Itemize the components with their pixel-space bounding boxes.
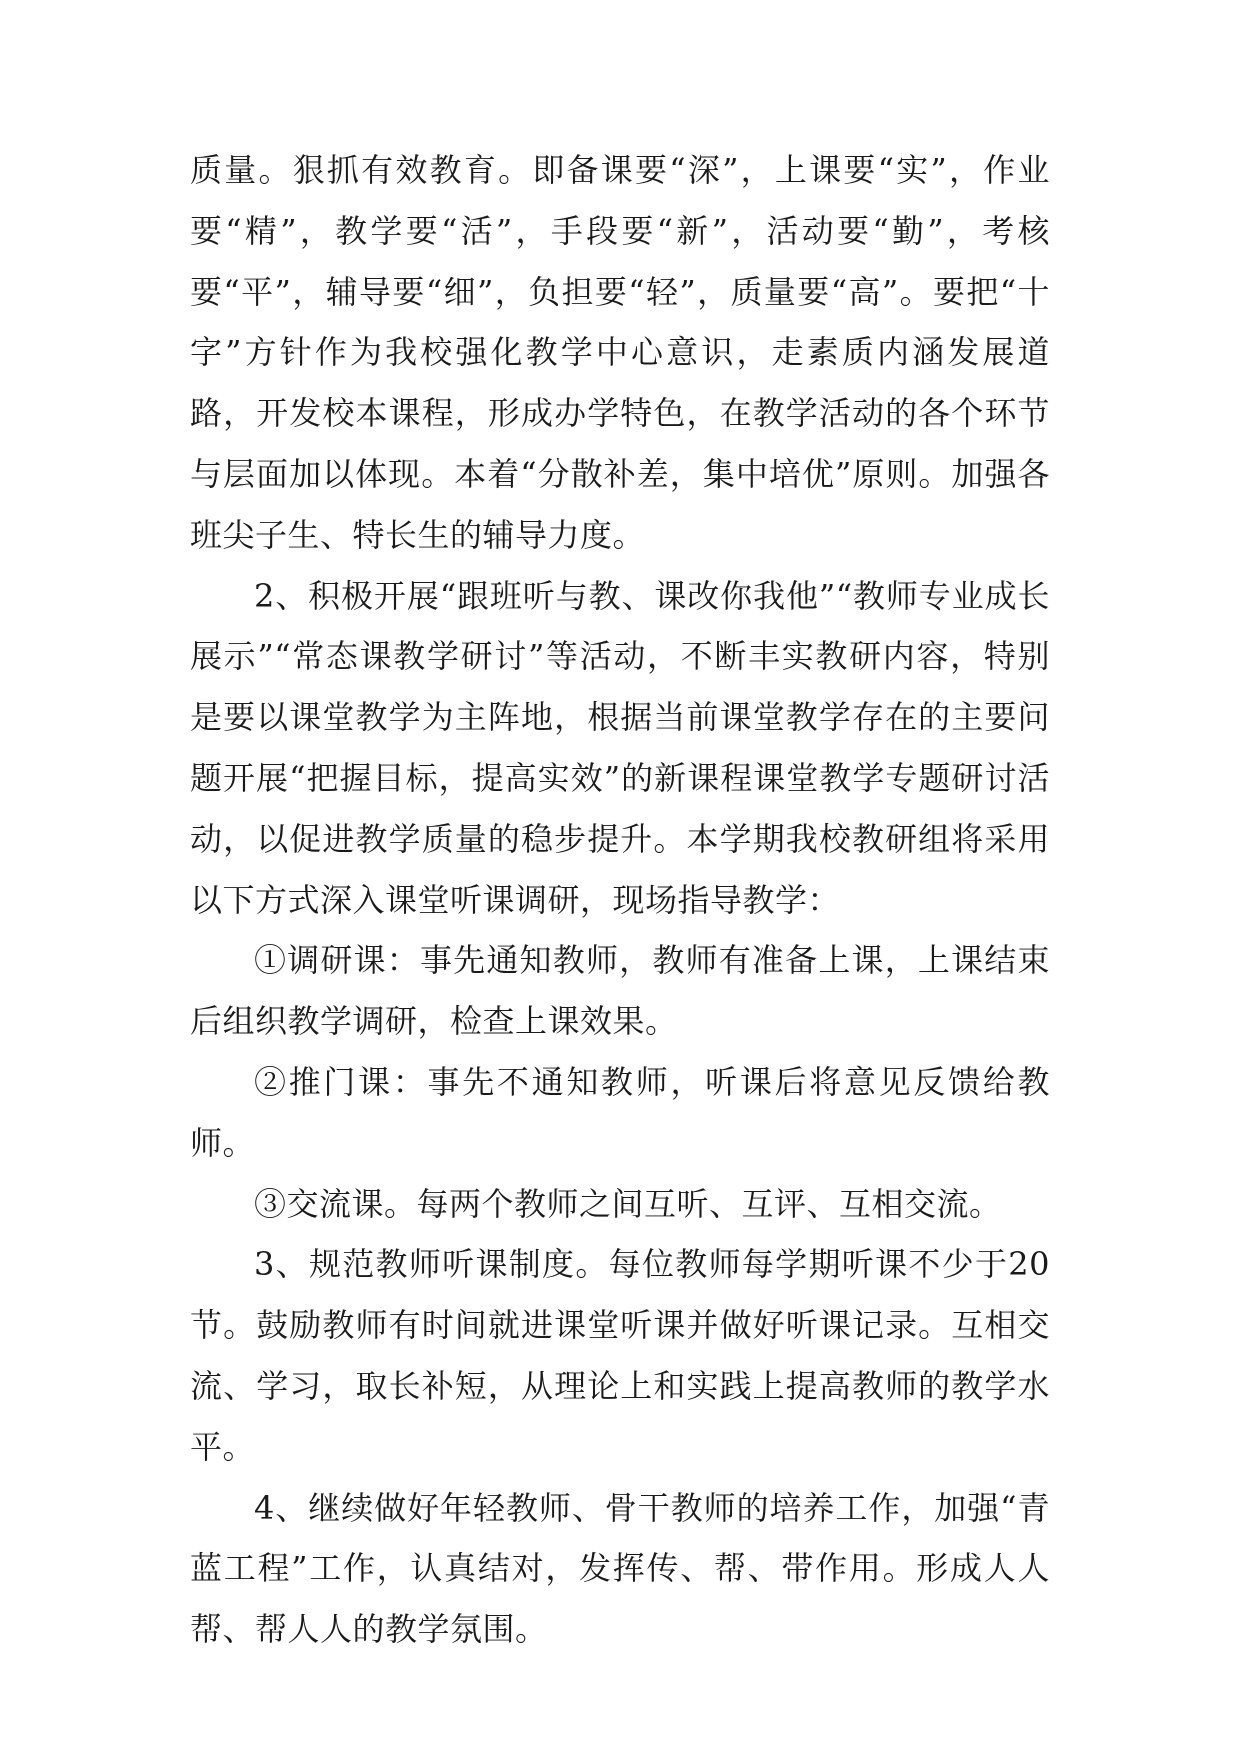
paragraph-exchange-lesson: ③交流课。每两个教师之间互听、互评、互相交流。 [254, 1184, 1002, 1223]
paragraph-item-3: 3、规范教师听课制度。每位教师每学期听课不少于20节。鼓励教师有时间就进课堂听课并做好听课记录。互相交流、学习，取长补短，从理论上和实践上提高教师的教学水平。 [190, 1245, 1050, 1466]
paragraph-quality: 质量。狠抓有效教育。即备课要“深”，上课要“实”，作业要“精”，教学要“活”，手段要“新”，活动要“勤”，考核要“平”，辅导要“细”，负担要“轻”，质量要“高”。要把“十字”方针作为我校强化教学中心意识，走素质内涵发展道路，开发校本课程，形成办学特色，在教学活动的各个环节与层面加以体现。本着“分散补差，集中培优”原则。加强各班尖子生、特长生的辅导力度。 [190, 151, 1050, 554]
paragraph-drop-in-lesson: ②推门课：事先不通知教师，听课后将意见反馈给教师。 [190, 1062, 1050, 1162]
paragraph-item-2: 2、积极开展“跟班听与教、课改你我他”“教师专业成长展示”“常态课教学研讨”等活动，不断丰实教研内容，特别是要以课堂教学为主阵地，根据当前课堂教学存在的主要问题开展“把握目标，提高实效”的新课程课堂教学专题研讨活动，以促进教学质量的稳步提升。本学期我校教研组将采用以下方式深入课堂听课调研，现场指导教学： [190, 576, 1050, 919]
document-page [190, 140, 1050, 1660]
paragraph-research-lesson: ①调研课：事先通知教师，教师有准备上课，上课结束后组织教学调研，检查上课效果。 [190, 941, 1050, 1041]
paragraph-item-4: 4、继续做好年轻教师、骨干教师的培养工作，加强“青蓝工程”工作，认真结对，发挥传、帮、带作用。形成人人帮、帮人人的教学氛围。 [190, 1488, 1050, 1649]
